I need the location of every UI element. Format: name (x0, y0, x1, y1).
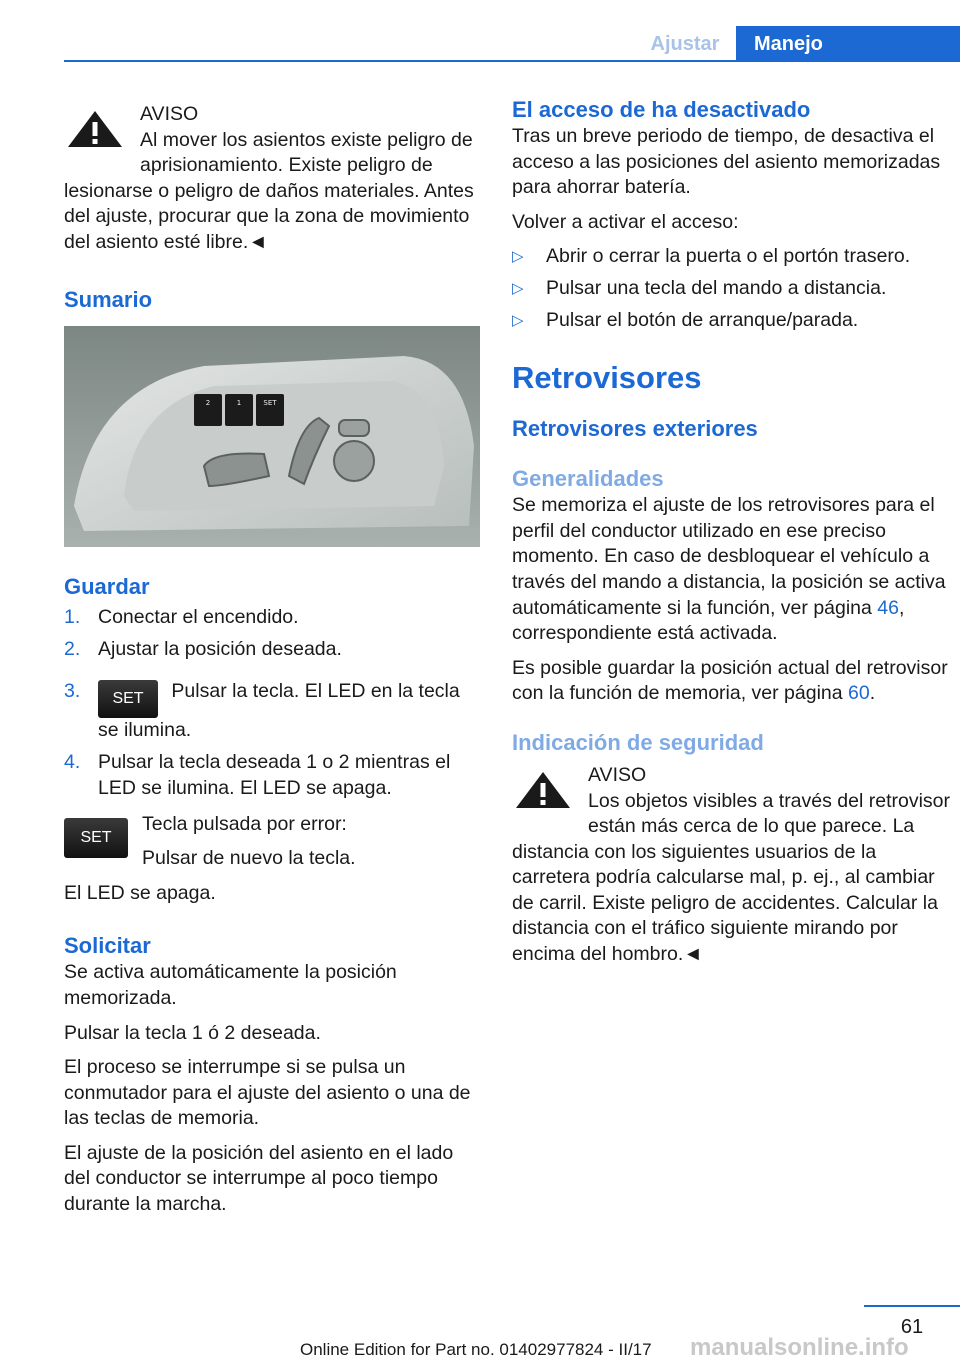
step-text: Pulsar la tecla. El LED en la tecla se ilumina. (98, 679, 460, 741)
page-link-46[interactable]: 46 (877, 596, 899, 619)
paragraph: Tras un breve periodo de tiempo, de desactiva el acceso a las posiciones del asiento memorizadas para ahorrar batería. (512, 125, 941, 199)
heading-retrovisores-exteriores: Retrovisores exteriores (512, 416, 758, 442)
triangle-bullet-icon: ▷ (512, 279, 524, 297)
list-item (512, 276, 952, 302)
heading-guardar: Guardar (64, 573, 150, 599)
seat-controls-photo (64, 326, 480, 547)
photo-key-1: 1 (236, 398, 242, 407)
heading-indicacion-seguridad: Indicación de seguridad (512, 729, 764, 755)
step-number: 4. (64, 751, 81, 774)
heading-retrovisores: Retrovisores (512, 360, 702, 396)
list-item (64, 679, 480, 744)
photo-key-2: 2 (205, 398, 211, 407)
steps-list (64, 605, 480, 802)
step-text: Ajustar la posición deseada. (98, 638, 342, 661)
warning-block-mirrors (512, 763, 952, 968)
note-line: Tecla pulsada por error: (142, 812, 347, 835)
watermark: manualsonline.info (690, 1334, 909, 1361)
list-item (512, 308, 952, 334)
set-key-icon: SET (98, 680, 158, 718)
bullet-list (512, 244, 952, 333)
heading-sumario: Sumario (64, 286, 153, 312)
set-note (64, 812, 480, 881)
paragraph: El ajuste de la posición del asiento en el lado del conductor se interrumpe al poco tiempo durante la marcha. (64, 1141, 454, 1216)
warning-triangle-icon (64, 108, 126, 150)
right-column (512, 96, 952, 968)
heading-generalidades: Generalidades (512, 466, 664, 492)
warning-triangle-icon (512, 769, 574, 811)
header-bar (0, 0, 960, 62)
step-text: Conectar el encendido. (98, 605, 299, 628)
tab-manejo[interactable]: Manejo (736, 26, 960, 60)
paragraph: Volver a activar el acceso: (512, 210, 739, 233)
tab-ajustar[interactable]: Ajustar (650, 33, 720, 55)
warning-title: AVISO (588, 763, 647, 786)
heading-solicitar: Solicitar (64, 933, 151, 959)
footer-edition: Online Edition for Part no. 01402977824 - II/17 (300, 1340, 652, 1359)
gen-text: . (869, 682, 876, 705)
list-item (64, 605, 480, 631)
bullet-text: Pulsar el botón de arranque/parada. (546, 308, 859, 331)
page-number: 61 (900, 1316, 924, 1338)
left-column (64, 96, 480, 1227)
step-number: 2. (64, 638, 81, 661)
bullet-text: Abrir o cerrar la puerta o el portón trasero. (546, 245, 911, 268)
paragraph: Se activa automáticamente la posición memorizada. (64, 961, 397, 1009)
warning-text: Al mover los asientos existe peligro de aprisionamiento. Existe peligro de lesionarse o peligro de daños materiales. Antes del ajuste, procurar que la zona de movimiento del asiento esté libre.◄ (64, 128, 474, 253)
warning-text: Los objetos visibles a través del retrovisor están más cerca de lo que parece. La distancia con los siguientes usuarios de la carretera podría calcularse mal, p. ej., al cambiar de carril. Existe peligro de accidentes. Calcular la distancia con el tráfico siguiente mirando por encima del hombro.◄ (512, 789, 950, 966)
step-number: 1. (64, 605, 81, 628)
set-key-icon: SET (64, 818, 128, 858)
paragraph: El proceso se interrumpe si se pulsa un conmutador para el ajuste del asiento o una de las teclas de memoria. (64, 1056, 471, 1130)
paragraph: Pulsar la tecla 1 ó 2 deseada. (64, 1021, 321, 1044)
photo-key-set: SET (263, 398, 277, 407)
paragraph (512, 656, 952, 707)
step-text: Pulsar la tecla deseada 1 o 2 mientras el LED se ilumina. El LED se apaga. (98, 751, 451, 799)
header-rule (64, 60, 960, 62)
gen-text: , correspondiente está activada. (512, 596, 905, 645)
step-number: 3. (64, 679, 81, 702)
warning-title: AVISO (140, 103, 199, 125)
gen-text: Es posible guardar la posición actual del retrovisor con la función de memoria, ver página (512, 656, 948, 705)
note-line: Pulsar de nuevo la tecla. (142, 847, 356, 870)
note-after: El LED se apaga. (64, 881, 216, 904)
page-link-60[interactable]: 60 (848, 682, 870, 705)
bullet-text: Pulsar una tecla del mando a distancia. (546, 276, 887, 299)
triangle-bullet-icon: ▷ (512, 311, 524, 329)
list-item (512, 244, 952, 270)
page-number-rule (864, 1305, 960, 1307)
list-item (64, 750, 480, 801)
heading-acceso: El acceso de ha desactivado (512, 97, 811, 122)
paragraph (512, 493, 952, 647)
warning-block-seats (64, 102, 480, 256)
list-item (64, 637, 480, 663)
gen-text: Se memoriza el ajuste de los retrovisores para el perfil del conductor utilizado en ese preciso momento. En caso de desbloquear el vehículo a través del mando a distancia, la posición se activa automáticamente si la función, ver página (512, 494, 946, 619)
triangle-bullet-icon: ▷ (512, 248, 524, 266)
